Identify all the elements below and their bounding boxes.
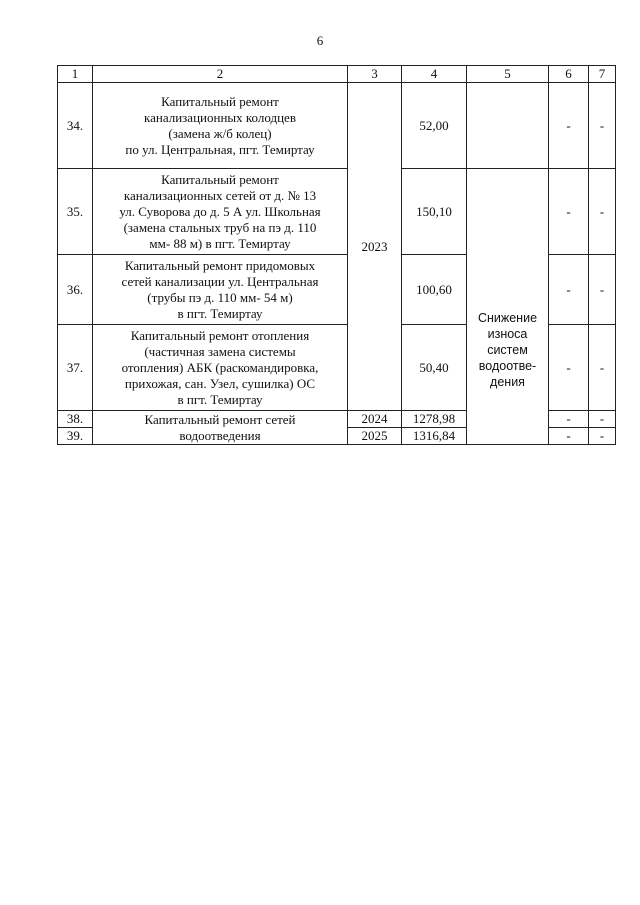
row-number: 34. xyxy=(58,83,93,169)
table-row xyxy=(58,83,616,169)
description-line: по ул. Центральная, пгт. Темиртау xyxy=(125,141,315,157)
row-amount: 52,00 xyxy=(402,83,467,169)
row-amount: 1316,84 xyxy=(402,428,467,445)
row-col6: - xyxy=(549,325,589,411)
result-line: дения xyxy=(490,374,525,389)
description-line: отопления) АБК (раскомандировка, xyxy=(121,359,319,375)
row-amount: 1278,98 xyxy=(402,411,467,428)
row-year: 2024 xyxy=(348,411,402,428)
row-description-merged xyxy=(93,411,348,445)
header-cell-2: 2 xyxy=(93,66,348,83)
page-number: 6 xyxy=(316,33,324,48)
row-number: 36. xyxy=(58,255,93,325)
row-number: 38. xyxy=(58,411,93,428)
header-cell-5: 5 xyxy=(467,66,549,83)
header-row xyxy=(58,66,616,83)
description-line: в пгт. Темиртау xyxy=(177,391,263,407)
description-line: сетей канализации ул. Центральная xyxy=(121,273,319,289)
row-number: 37. xyxy=(58,325,93,411)
row-amount: 150,10 xyxy=(402,169,467,255)
row-col6: - xyxy=(549,411,589,428)
row-col7: - xyxy=(589,255,616,325)
row-col6: - xyxy=(549,83,589,169)
description-line: Капитальный ремонт придомовых xyxy=(124,257,316,273)
description-line: прихожая, сан. Узел, сушилка) ОС xyxy=(124,375,316,391)
row-col7: - xyxy=(589,325,616,411)
row-number: 35. xyxy=(58,169,93,255)
header-cell-6: 6 xyxy=(549,66,589,83)
header-cell-4: 4 xyxy=(402,66,467,83)
header-cell-1: 1 xyxy=(58,66,93,83)
row-amount: 50,40 xyxy=(402,325,467,411)
row-description xyxy=(93,255,348,325)
result-line: водоотве- xyxy=(478,358,537,373)
description-line: Капитальный ремонт xyxy=(161,171,279,187)
row-col6: - xyxy=(549,255,589,325)
result-line: Снижение xyxy=(477,310,538,325)
row-col7: - xyxy=(589,169,616,255)
works-table xyxy=(57,65,616,445)
year-cell-2023: 2023 xyxy=(348,83,402,411)
header-cell-7: 7 xyxy=(589,66,616,83)
description-line: в пгт. Темиртау xyxy=(177,305,263,321)
table-row xyxy=(58,169,616,255)
row-description xyxy=(93,325,348,411)
row-description xyxy=(93,169,348,255)
row-description xyxy=(93,83,348,169)
header-cell-3: 3 xyxy=(348,66,402,83)
row-col7: - xyxy=(589,411,616,428)
row-amount: 100,60 xyxy=(402,255,467,325)
result-cell xyxy=(467,169,549,445)
description-line: канализационных сетей от д. № 13 xyxy=(123,187,317,203)
result-line: систем xyxy=(487,342,528,357)
description-line: ул. Суворова до д. 5 А ул. Школьная xyxy=(119,203,321,219)
row-col7: - xyxy=(589,83,616,169)
description-line: (частичная замена системы xyxy=(144,343,296,359)
description-line: мм- 88 м) в пгт. Темиртау xyxy=(149,235,291,251)
row-col7: - xyxy=(589,428,616,445)
description-line: Капитальный ремонт отопления xyxy=(130,327,310,343)
row-year: 2025 xyxy=(348,428,402,445)
row-number: 39. xyxy=(58,428,93,445)
result-line: износа xyxy=(487,326,528,341)
description-line: канализационных колодцев xyxy=(144,109,296,125)
description-line: Капитальный ремонт сетей xyxy=(144,411,296,427)
description-line: (замена ж/б колец) xyxy=(168,125,272,141)
description-line: водоотведения xyxy=(179,427,261,443)
row-col6: - xyxy=(549,169,589,255)
row-result-empty xyxy=(467,83,549,169)
description-line: (трубы пэ д. 110 мм- 54 м) xyxy=(147,289,293,305)
row-col6: - xyxy=(549,428,589,445)
description-line: (замена стальных труб на пэ д. 110 xyxy=(123,219,317,235)
description-line: Капитальный ремонт xyxy=(161,93,279,109)
